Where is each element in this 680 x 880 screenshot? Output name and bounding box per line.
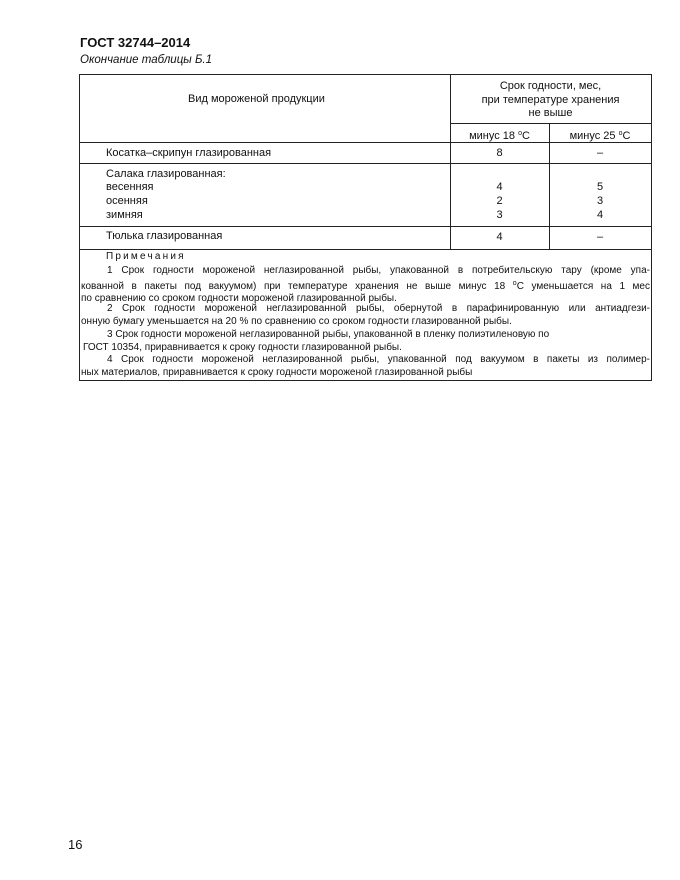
header-temp-minus25 [549, 127, 651, 144]
note-text-part: кованной в пакеты под вакуумом) при температуре хранения не выше минус 18 [81, 280, 513, 292]
header-shelf-life-line1: Срок годности, мес, [499, 80, 602, 92]
note-item-2 [81, 303, 650, 328]
notes-divider [80, 249, 651, 250]
note-line [81, 278, 650, 294]
header-shelf-life-line2: при температуре хранения [481, 94, 620, 106]
temp2-label: минус 25 [569, 130, 616, 142]
row-product-name: Косатка–скрипун глазированная [106, 147, 272, 159]
note-text-part: С уменьшается на 1 мес [516, 280, 650, 292]
celsius-unit: C [622, 130, 631, 142]
header-temp-minus18 [450, 127, 549, 144]
note-item-4 [81, 354, 650, 379]
note-line: по сравнению со сроком годности мороженой глазированной рыбы. [81, 293, 397, 304]
note-line: 3 Срок годности мороженой неглазированной рыбы, упакованной в пленку полиэтиленовую по [107, 329, 550, 340]
degree-sign: o [512, 279, 517, 287]
celsius-unit: C [521, 130, 530, 142]
row-value-minus18: 4 [496, 231, 503, 243]
header-subdivider [450, 123, 651, 124]
row-value-minus25: – [596, 147, 604, 159]
note-line: 4 Срок годности мороженой неглазированной рыбы, упакованной под вакуумом в пакеты из полимер- [107, 354, 650, 365]
degree-sign: o [518, 130, 522, 137]
note-line: 2 Срок годности мороженой неглазированной рыбы, обернутой в парафинированную или антиадгези- [107, 303, 650, 314]
header-product-type: Вид мороженой продукции [188, 93, 325, 105]
row-product-name: Салака глазированная: [106, 168, 226, 180]
note-item-1 [81, 265, 650, 306]
note-item-3 [81, 329, 650, 354]
note-line: ных материалов, приравнивается к сроку годности мороженой глазированной рыбы [81, 366, 473, 378]
header-shelf-life-line3: не выше [528, 107, 573, 119]
row-value-minus18: 8 [496, 147, 503, 159]
notes-title: Примечания [106, 251, 186, 262]
temp1-label: минус 18 [469, 130, 516, 142]
row-product-name: осенняя [106, 195, 148, 207]
row-value-minus25: 5 [596, 181, 604, 193]
table-continuation-caption: Окончание таблицы Б.1 [80, 54, 213, 66]
row-product-name: зимняя [106, 209, 143, 221]
row-product-name: Тюлька глазированная [106, 230, 223, 242]
row-value-minus25: 4 [596, 209, 604, 221]
note-line: онную бумагу уменьшается на 20 % по сравнению со сроком годности глазированной рыбы. [81, 315, 512, 327]
note-line: ГОСТ 10354, приравнивается к сроку годности глазированной рыбы. [83, 341, 402, 353]
row-value-minus25: 3 [596, 195, 604, 207]
row-divider-2 [80, 226, 651, 227]
row-divider-1 [80, 163, 651, 164]
degree-sign: o [618, 130, 623, 137]
row-value-minus18: 3 [496, 209, 503, 221]
row-value-minus25: – [596, 231, 604, 243]
note-line: 1 Срок годности мороженой неглазированной рыбы, упакованной в потребительскую тару (кроме упа- [107, 265, 650, 276]
row-value-minus18: 2 [496, 195, 503, 207]
page-number: 16 [68, 837, 83, 852]
document-code: ГОСТ 32744–2014 [80, 35, 191, 50]
shelf-life-table [79, 74, 652, 381]
row-value-minus18: 4 [496, 181, 503, 193]
row-product-name: весенняя [106, 181, 154, 193]
